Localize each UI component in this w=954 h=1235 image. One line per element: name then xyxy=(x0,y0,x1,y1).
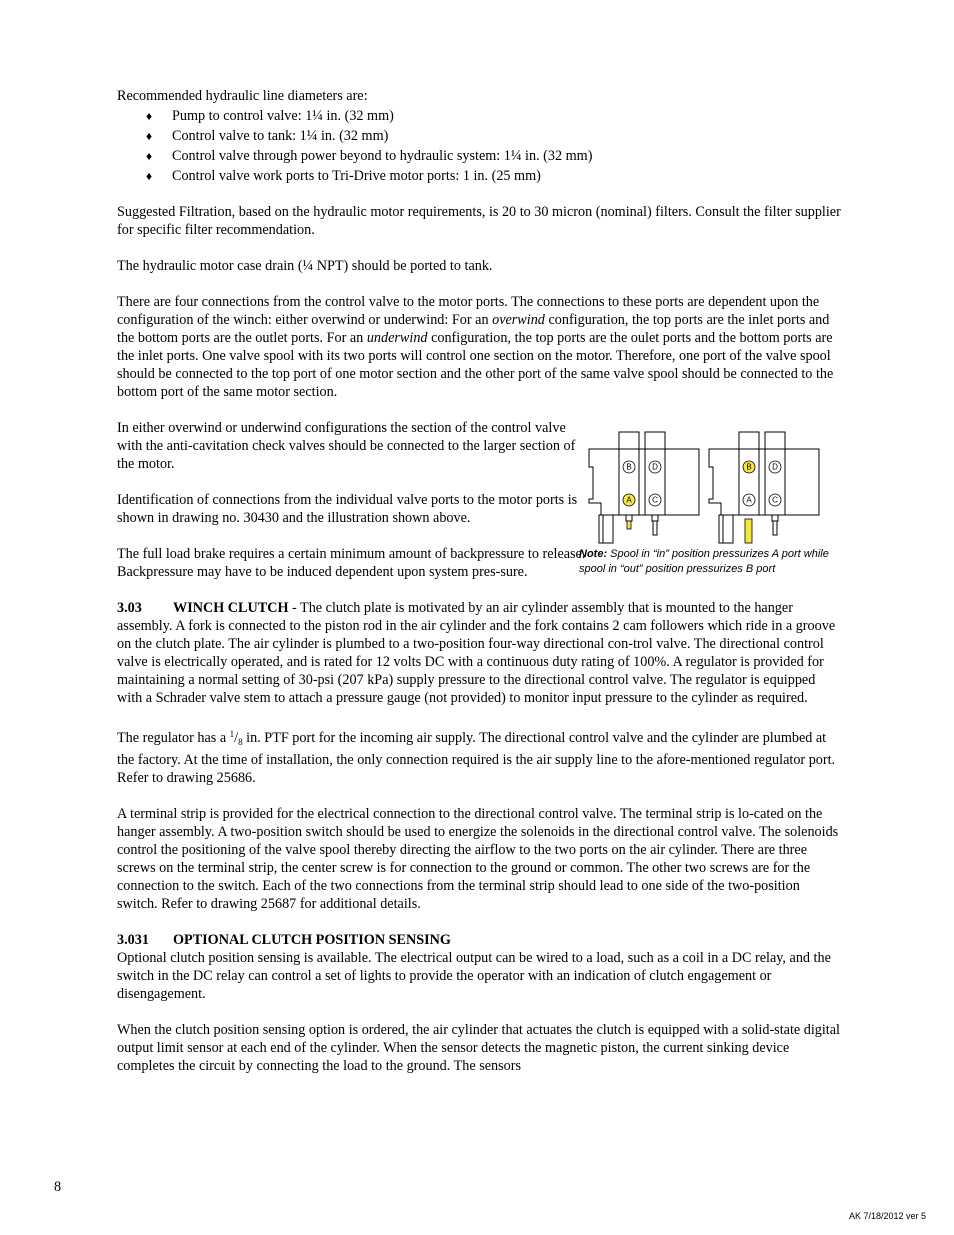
section-title: OPTIONAL CLUTCH POSITION SENSING xyxy=(173,932,451,948)
left-column xyxy=(117,419,591,581)
connections-paragraph: There are four connections from the control valve to the motor ports. The connections to these ports are dependent upon the configuration of the winch: either overwind or underwind: For an overwind configuration, the top ports are the inlet ports and the bottom ports are the outlet ports. For an underwind configuration, the top ports are the oulet ports and the bottom ports are the inlet ports. One valve spool with its two ports will control one section on the motor. Therefore, one port of the valve spool should be connected to the top port of one motor section and the other port of the same valve spool should be connected to the bottom port of the same motor section. xyxy=(117,294,834,400)
diamond-bullet-icon: ♦ xyxy=(146,149,153,163)
port-label: D xyxy=(772,462,778,472)
port-label: C xyxy=(652,495,658,505)
port-label: C xyxy=(772,495,778,505)
valve-figure xyxy=(579,427,841,581)
page-content xyxy=(117,87,841,1075)
regulator-paragraph: The regulator has a $^1/_8$ in. PTF port for the incoming air supply. The directional control valve and the cylinder are plumbed at the factory. At the time of installation, the only connection required is the air supply line to the afore-mentioned regulator port. Refer to drawing 25686. xyxy=(117,729,836,786)
footer-revision: AK 7/18/2012 ver 5 xyxy=(848,1211,926,1221)
terminal-strip-paragraph: A terminal strip is provided for the electrical connection to the directional control valve. The terminal strip is lo-cated on the hanger assembly. A two-position switch should be used to energize the solenoids in the directional control valve. The solenoids control the positioning of the valve spool thereby directing the airflow to the two ports on the air cylinder. There are three screws on the terminal strip, the center screw is for connection to the ground or common. The other two screws are for the connection to the switch. Each of the two connections from the terminal strip should lead to one side of the two-position switch. Refer to drawing 25687 for additional details. xyxy=(117,806,839,912)
figure-note: Note: Spool in “in” position pressurizes A port while spool in “out” position pressurizes B port xyxy=(579,548,829,575)
list-item: ♦ Pump to control valve: 1¼ in. (32 mm) xyxy=(146,108,394,124)
filtration-paragraph: Suggested Filtration, based on the hydraulic motor requirements, is 20 to 30 micron (nominal) filters. Consult the filter supplier for specific filter recommendation. xyxy=(117,204,841,238)
right-valve-body xyxy=(709,449,819,515)
sensing-option-paragraph: When the clutch position sensing option is ordered, the air cylinder that actuates the clutch is equipped with a solid-state digital output limit sensor at each end of the cylinder. When the sensor detects the magnetic piston, the current sinking device completes the circuit by connecting the load to the ground. The sensors xyxy=(117,1022,840,1074)
diamond-bullet-icon: ♦ xyxy=(146,129,153,143)
list-item: ♦ Control valve through power beyond to hydraulic system: 1¼ in. (32 mm) xyxy=(146,148,593,164)
port-label: D xyxy=(652,462,658,472)
text-figure-row xyxy=(117,419,841,581)
section-number: 3.031 xyxy=(117,932,149,948)
list-item: ♦ Control valve work ports to Tri-Drive motor ports: 1 in. (25 mm) xyxy=(146,168,541,184)
port-label: B xyxy=(626,462,632,472)
anti-cavitation-paragraph: In either overwind or underwind configurations the section of the control valve with the anti-cavitation check valves should be connected to the larger section of the motor. xyxy=(117,420,576,472)
winch-clutch-section: 3.03 WINCH CLUTCH - The clutch plate is motivated by an air cylinder assembly that is mounted to the hanger assembly. A fork is connected to the piston rod in the air cylinder and the fork contains 2 cam followers which ride in a groove on the clutch plate. The air cylinder is plumbed to a two-position four-way directional con-trol valve. The directional control valve is electrically operated, and is rated for 12 volts DC with a continuous duty rating of 100%. A regulator is provided for maintaining a normal setting of 30-psi (207 kPa) supply pressure to the directional control valve. The regulator is equipped with a Schrader valve stem to attach a pressure gauge (not provided) to monitor input pressure to the cylinder as required. xyxy=(117,600,836,706)
brake-paragraph: The full load brake requires a certain minimum amount of backpressure to release. Backpressure may have to be induced dependent upon system pres-sure. xyxy=(117,546,586,580)
list-item: ♦ Control valve to tank: 1¼ in. (32 mm) xyxy=(146,128,389,144)
right-spool-cap-1 xyxy=(739,432,759,449)
port-label: B xyxy=(746,462,752,472)
diamond-bullet-icon: ♦ xyxy=(146,169,153,183)
section-number: 3.03 xyxy=(117,600,142,616)
port-label: A xyxy=(626,495,632,505)
left-spool-in-marker xyxy=(627,521,631,529)
left-spool-cap-2 xyxy=(645,432,665,449)
left-spool-cap-1 xyxy=(619,432,639,449)
case-drain-paragraph: The hydraulic motor case drain (¼ NPT) should be ported to tank. xyxy=(117,258,493,274)
left-valve-body xyxy=(589,449,699,515)
section-title: WINCH CLUTCH xyxy=(173,600,289,616)
diamond-bullet-icon: ♦ xyxy=(146,109,153,123)
identification-paragraph: Identification of connections from the individual valve ports to the motor ports is shown in drawing no. 30430 and the illustration shown above. xyxy=(117,492,578,526)
port-label: A xyxy=(746,495,752,505)
intro-paragraph: Recommended hydraulic line diameters are: xyxy=(117,88,368,104)
page-number: 8 xyxy=(54,1179,62,1195)
line-diameter-list xyxy=(117,107,841,185)
clutch-sensing-paragraph: Optional clutch position sensing is available. The electrical output can be wired to a load, such as a coil in a DC relay, and the switch in the DC relay can control a set of lights to provide the operator with an indication of clutch engagement or disengagement. xyxy=(117,950,831,1002)
valve-diagram xyxy=(579,427,841,545)
right-spool-out-marker xyxy=(745,519,752,543)
right-spool-cap-2 xyxy=(765,432,785,449)
clutch-sensing-heading xyxy=(117,931,841,949)
